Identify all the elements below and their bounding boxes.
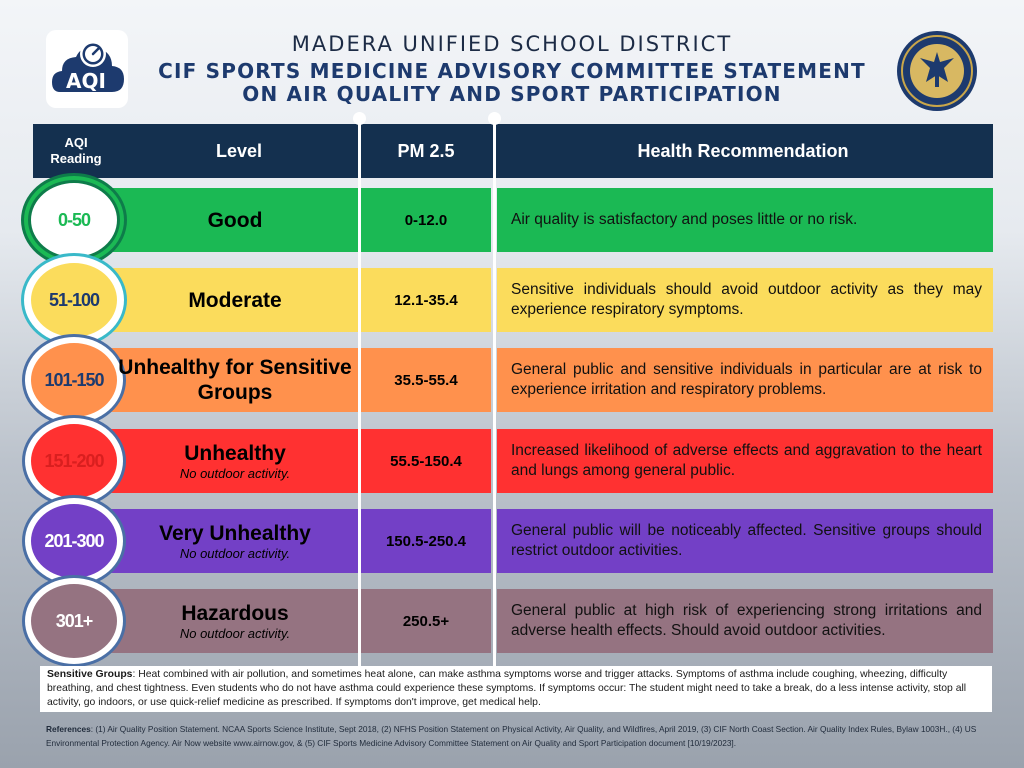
level-name: Hazardous — [181, 602, 289, 625]
health-recommendation — [511, 268, 982, 332]
aqi-reading-value: 201-300 — [44, 530, 104, 551]
sensitive-groups-label: Sensitive Groups — [47, 669, 133, 680]
aqi-reading-value: 151-200 — [44, 450, 104, 471]
pm25-value: 250.5+ — [402, 612, 450, 630]
pm25-value: 35.5-55.4 — [394, 371, 458, 389]
recommendation-text: General public and sensitive individuals in particular are at risk to experience irritation and respiratory problems. — [511, 361, 982, 398]
level-name: Good — [207, 208, 263, 232]
recommendation-text: Increased likelihood of adverse effects and aggravation to the heart and lungs among general public. — [511, 442, 982, 479]
level-name: Very Unhealthy — [159, 522, 311, 545]
aqi-reading-value: 51-100 — [48, 289, 100, 310]
header-aqi-line1: AQI — [64, 135, 88, 150]
header-health-recommendation: Health Recommendation — [637, 140, 849, 161]
sensitive-groups-text: : Heat combined with air pollution, and sometimes heat alone, can make asthma symptoms worse and trigger attacks. Symptoms of asthma include coughing, wheezing, difficulty breathing, and chest tightness. Even students who do not have asthma could experience these symptoms. If symptoms occur: The student might need to take a break, do a less intense activity, stop all activity, go indoors, or use quick-relief medicine as prescribed. If symptoms don't improve, get medical help. — [47, 669, 967, 708]
divider-dot — [488, 112, 501, 125]
level-cell — [96, 348, 374, 412]
table-row — [0, 348, 1024, 412]
level-note: No outdoor activity. — [179, 466, 291, 481]
aqi-reading-value: 0-50 — [57, 209, 91, 230]
level-name: Moderate — [188, 288, 282, 312]
title-line-1: CIF SPORTS MEDICINE ADVISORY COMMITTEE STATEMENT — [158, 59, 866, 83]
pm25-value: 150.5-250.4 — [385, 532, 467, 550]
table-row — [0, 429, 1024, 493]
level-name: Unhealthy for Sensitive Groups — [118, 356, 352, 404]
table-row — [0, 268, 1024, 332]
table-row — [0, 509, 1024, 573]
header-level: Level — [215, 140, 263, 161]
level-cell — [96, 509, 374, 573]
district-name: MADERA UNIFIED SCHOOL DISTRICT — [291, 32, 733, 56]
pm25-value: 12.1-35.4 — [394, 291, 458, 309]
recommendation-text: Air quality is satisfactory and poses little or no risk. — [511, 211, 858, 228]
page-title — [0, 60, 1024, 106]
recommendation-text: Sensitive individuals should avoid outdoor activity as they may experience respiratory symptoms. — [511, 281, 982, 318]
level-cell — [96, 429, 374, 493]
sensitive-groups-note — [40, 666, 992, 712]
aqi-reading-value: 101-150 — [44, 369, 104, 390]
header-aqi-line2: Reading — [50, 151, 102, 166]
divider-dot — [353, 112, 366, 125]
level-cell — [96, 188, 374, 252]
table-row — [0, 589, 1024, 653]
header-aqi-reading — [33, 124, 119, 178]
pm25-value: 55.5-150.4 — [390, 452, 462, 470]
health-recommendation — [511, 348, 982, 412]
level-cell — [96, 589, 374, 653]
health-recommendation — [511, 589, 982, 653]
header-pm25: PM 2.5 — [397, 140, 455, 161]
health-recommendation — [511, 509, 982, 573]
recommendation-text: General public will be noticeably affected. Sensitive groups should restrict outdoor activities. — [511, 522, 982, 559]
level-name: Unhealthy — [184, 442, 286, 465]
table-row — [0, 188, 1024, 252]
recommendation-text: General public at high risk of experiencing strong irritations and adverse health effects. Should avoid outdoor activities. — [511, 602, 982, 639]
health-recommendation — [511, 188, 982, 252]
references-label: References — [46, 724, 91, 734]
aqi-reading-value: 301+ — [55, 610, 93, 631]
level-cell — [96, 268, 374, 332]
table-header — [33, 124, 993, 178]
title-line-2: ON AIR QUALITY AND SPORT PARTICIPATION — [242, 82, 782, 106]
column-divider — [493, 118, 496, 666]
column-divider — [358, 118, 361, 666]
aqi-logo-text: AQI — [66, 69, 106, 93]
level-note: No outdoor activity. — [179, 546, 291, 561]
references-text: : (1) Air Quality Position Statement. NCAA Sports Science Institute, Sept 2018, (2) NFHS Position Statement on Physical Activity, Air Quality, and Wildfires, April 2019, (3) CIF North Coast Section. Air Quality Index Rules, Bylaw 1003H., (4) US Environmental Protection Agency. Air Now website www.airnow.gov, & (5) CIF Sports Medicine Advisory Committee Statement on Air Quality and Sport Participation document [10/19/2023]. — [46, 724, 977, 748]
references — [46, 722, 996, 750]
pm25-value: 0-12.0 — [404, 211, 448, 229]
health-recommendation — [511, 429, 982, 493]
level-note: No outdoor activity. — [179, 626, 291, 641]
